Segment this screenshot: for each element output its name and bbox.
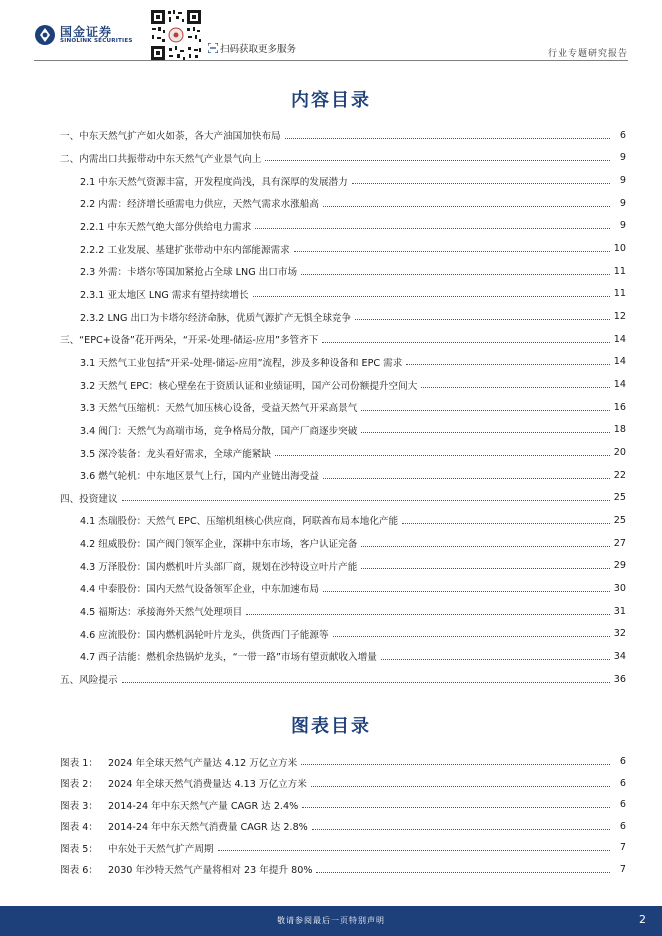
toc-leader-dots	[285, 138, 610, 139]
toc-entry-page: 9	[619, 220, 626, 232]
toc-entry[interactable]	[60, 237, 626, 260]
figure-entry[interactable]	[60, 816, 626, 838]
toc-entry[interactable]	[60, 509, 626, 532]
toc-entry-label: 3.3 天然气压缩机：天然气加压核心设备，受益天然气开采高景气	[80, 403, 358, 415]
figure-entry-prefix: 图表 3：	[60, 800, 98, 812]
figure-leader-dots	[311, 786, 610, 787]
toc-entry-label: 4.6 应流股份：国内燃机涡轮叶片龙头，供货西门子能源等	[80, 629, 329, 641]
toc-leader-dots	[301, 274, 610, 275]
toc-entry-label: 一、中东天然气扩产如火如荼，各大产油国加快布局	[60, 131, 281, 143]
toc-entry[interactable]	[60, 169, 626, 192]
figure-entry[interactable]	[60, 794, 626, 816]
toc-entry-label: 4.3 万泽股份：国内燃机叶片头部厂商，规划在沙特设立叶片产能	[80, 561, 358, 573]
logo-text-cn: 国金证券	[60, 25, 113, 39]
toc-entry-page: 36	[613, 673, 626, 685]
toc-entry-page: 27	[613, 537, 626, 549]
toc-entry-page: 32	[613, 628, 626, 640]
toc-entry-label: 2.2.1 中东天然气绝大部分供给电力需求	[80, 221, 252, 233]
figure-entry-page: 6	[619, 799, 626, 811]
figures-list	[60, 751, 626, 880]
figure-entry-page: 7	[619, 863, 626, 875]
toc-entry[interactable]	[60, 464, 626, 487]
footer-disclaimer: 敬请参阅最后一页特别声明	[277, 916, 385, 925]
toc-entry-label: 2.3.1 亚太地区 LNG 需求有望持续增长	[80, 289, 249, 301]
toc-entry-label: 4.7 西子洁能：燃机余热锅炉龙头，“一带一路”市场有望贡献收入增量	[80, 652, 377, 664]
toc-title: 内容目录	[291, 90, 371, 111]
toc-leader-dots	[361, 546, 609, 547]
toc-entry[interactable]	[60, 328, 626, 351]
toc-entry-label: 二、内需出口共振带动中东天然气产业景气向上	[60, 153, 262, 165]
toc-entry-page: 9	[619, 175, 626, 187]
toc-entry-page: 20	[613, 447, 626, 459]
toc-entry-page: 9	[619, 197, 626, 209]
figure-leader-dots	[218, 850, 610, 851]
toc-entry-page: 9	[619, 152, 626, 164]
toc-entry-page: 30	[613, 582, 626, 594]
toc-entry-label: 2.1 中东天然气资源丰富，开发程度尚浅，具有深厚的发展潜力	[80, 176, 348, 188]
toc-entry-label: 3.6 燃气轮机：中东地区景气上行，国内产业链出海受益	[80, 471, 319, 483]
toc-entry[interactable]	[60, 577, 626, 600]
logo-text-en: SINOLINK SECURITIES	[60, 38, 133, 44]
toc-entry-page: 12	[613, 311, 626, 323]
figure-leader-dots	[301, 764, 610, 765]
toc-leader-dots	[322, 342, 609, 343]
toc-entry[interactable]	[60, 622, 626, 645]
toc-entry[interactable]	[60, 668, 626, 691]
qr-code-icon[interactable]	[149, 8, 203, 62]
toc-entry-page: 22	[613, 469, 626, 481]
toc-leader-dots	[265, 160, 610, 161]
figure-entry-prefix: 图表 6：	[60, 865, 98, 877]
toc-entry-label: 4.1 杰瑞股份：天然气 EPC、压缩机组核心供应商，阿联酋布局本地化产能	[80, 516, 399, 528]
toc-entry[interactable]	[60, 283, 626, 306]
figure-entry-label: 2024 年全球天然气消费量达 4.13 万亿立方米	[108, 779, 307, 791]
figure-leader-dots	[312, 829, 610, 830]
toc-entry-label: 2.3 外需：卡塔尔等国加紧抢占全球 LNG 出口市场	[80, 267, 298, 279]
page-footer	[0, 906, 662, 936]
figure-entry-page: 6	[619, 820, 626, 832]
figure-entry-page: 7	[619, 842, 626, 854]
figure-entry-label: 2030 年沙特天然气产量将相对 23 年提升 80%	[108, 865, 313, 877]
toc-entry-page: 11	[613, 265, 626, 277]
scan-icon	[208, 43, 218, 53]
toc-entry-label: 2.3.2 LNG 出口为卡塔尔经济命脉，优质气源扩产无惧全球竞争	[80, 312, 352, 324]
toc-entry[interactable]	[60, 600, 626, 623]
toc-entry[interactable]	[60, 260, 626, 283]
figure-entry-prefix: 图表 1：	[60, 757, 98, 769]
toc-leader-dots	[381, 659, 610, 660]
toc-entry-page: 18	[613, 424, 626, 436]
toc-entry-page: 29	[613, 560, 626, 572]
toc-entry-page: 25	[613, 492, 626, 504]
toc-entry-page: 10	[613, 243, 626, 255]
toc-leader-dots	[246, 614, 610, 615]
toc-leader-dots	[294, 251, 610, 252]
figure-entry-label: 2024 年全球天然气产量达 4.12 万亿立方米	[108, 757, 298, 769]
toc-entry-label: 四、投资建议	[60, 493, 118, 505]
figure-entry-label: 2014-24 年中东天然气消费量 CAGR 达 2.8%	[108, 822, 308, 834]
toc-entry[interactable]	[60, 441, 626, 464]
toc-leader-dots	[253, 296, 610, 297]
toc-entry-label: 2.2 内需：经济增长亟需电力供应，天然气需求水涨船高	[80, 199, 319, 211]
toc-leader-dots	[361, 432, 609, 433]
figure-entry-label: 2014-24 年中东天然气产量 CAGR 达 2.4%	[108, 800, 299, 812]
toc-leader-dots	[361, 410, 609, 411]
toc-entry-label: 4.4 中泰股份：国内天然气设备领军企业，中东加速布局	[80, 584, 319, 596]
header-divider	[34, 60, 628, 61]
toc-leader-dots	[361, 568, 609, 569]
figure-entry-page: 6	[619, 777, 626, 789]
toc-leader-dots	[323, 206, 610, 207]
figure-entry[interactable]	[60, 837, 626, 859]
toc-entry-page: 14	[613, 379, 626, 391]
toc-entry-page: 14	[613, 356, 626, 368]
toc-entry-label: 2.2.2 工业发展、基建扩张带动中东内部能源需求	[80, 244, 290, 256]
toc-entry[interactable]	[60, 554, 626, 577]
toc-leader-dots	[122, 500, 610, 501]
toc-entry[interactable]	[60, 147, 626, 170]
toc-entry[interactable]	[60, 351, 626, 374]
toc-leader-dots	[333, 636, 610, 637]
figures-title: 图表目录	[291, 716, 371, 737]
toc-leader-dots	[255, 228, 610, 229]
toc-entry-page: 25	[613, 514, 626, 526]
figure-entry[interactable]	[60, 773, 626, 795]
toc-leader-dots	[122, 682, 610, 683]
toc-leader-dots	[275, 455, 610, 456]
toc-entry[interactable]	[60, 305, 626, 328]
toc-entry[interactable]	[60, 532, 626, 555]
toc-entry-label: 3.2 天然气 EPC：核心壁垒在于资质认证和业绩证明，国产公司份额提升空间大	[80, 380, 418, 392]
toc-entry[interactable]	[60, 373, 626, 396]
figure-leader-dots	[316, 872, 610, 873]
table-of-contents	[60, 124, 626, 690]
toc-leader-dots	[355, 319, 610, 320]
toc-entry-page: 14	[613, 333, 626, 345]
toc-entry[interactable]	[60, 487, 626, 510]
toc-entry[interactable]	[60, 215, 626, 238]
toc-leader-dots	[352, 183, 610, 184]
figure-entry-prefix: 图表 5：	[60, 843, 98, 855]
toc-entry-page: 6	[619, 129, 626, 141]
figure-entry-prefix: 图表 4：	[60, 822, 98, 834]
figure-entry-prefix: 图表 2：	[60, 779, 98, 791]
toc-entry[interactable]	[60, 124, 626, 147]
figure-entry[interactable]	[60, 859, 626, 881]
toc-entry[interactable]	[60, 645, 626, 668]
toc-entry-label: 4.2 纽威股份：国产阀门领军企业，深耕中东市场，客户认证完备	[80, 539, 358, 551]
toc-leader-dots	[402, 523, 610, 524]
page-number: 2	[639, 913, 646, 926]
page-header	[0, 0, 662, 64]
toc-entry[interactable]	[60, 419, 626, 442]
figure-entry-label: 中东处于天然气扩产周期	[108, 843, 214, 855]
report-type-label: 行业专题研究报告	[547, 49, 628, 59]
toc-entry[interactable]	[60, 396, 626, 419]
toc-leader-dots	[323, 591, 610, 592]
toc-entry-page: 34	[613, 650, 626, 662]
toc-entry-page: 11	[613, 288, 626, 300]
toc-leader-dots	[406, 364, 609, 365]
toc-entry-label: 3.5 深冷装备：龙头看好需求，全球产能紧缺	[80, 448, 271, 460]
toc-entry-label: 4.5 福斯达：承接海外天然气处理项目	[80, 607, 243, 619]
toc-entry-label: 五、风险提示	[60, 675, 118, 687]
toc-entry-label: 3.4 阀门：天然气为高端市场，竞争格局分散，国产厂商逐步突破	[80, 425, 358, 437]
toc-leader-dots	[323, 478, 610, 479]
toc-entry-page: 31	[613, 605, 626, 617]
figure-entry[interactable]	[60, 751, 626, 773]
scan-text: 扫码获取更多服务	[220, 44, 297, 55]
figure-entry-page: 6	[619, 756, 626, 768]
company-logo	[34, 22, 144, 50]
figure-leader-dots	[302, 807, 610, 808]
toc-entry-page: 16	[613, 401, 626, 413]
toc-leader-dots	[421, 387, 609, 388]
logo-mark-icon	[34, 24, 56, 46]
toc-entry[interactable]	[60, 192, 626, 215]
toc-entry-label: 三、“EPC+设备”花开两朵，“开采-处理-储运-应用”多管齐下	[60, 335, 319, 347]
toc-entry-label: 3.1 天然气工业包括“开采-处理-储运-应用”流程，涉及多种设备和 EPC 需求	[80, 357, 403, 369]
